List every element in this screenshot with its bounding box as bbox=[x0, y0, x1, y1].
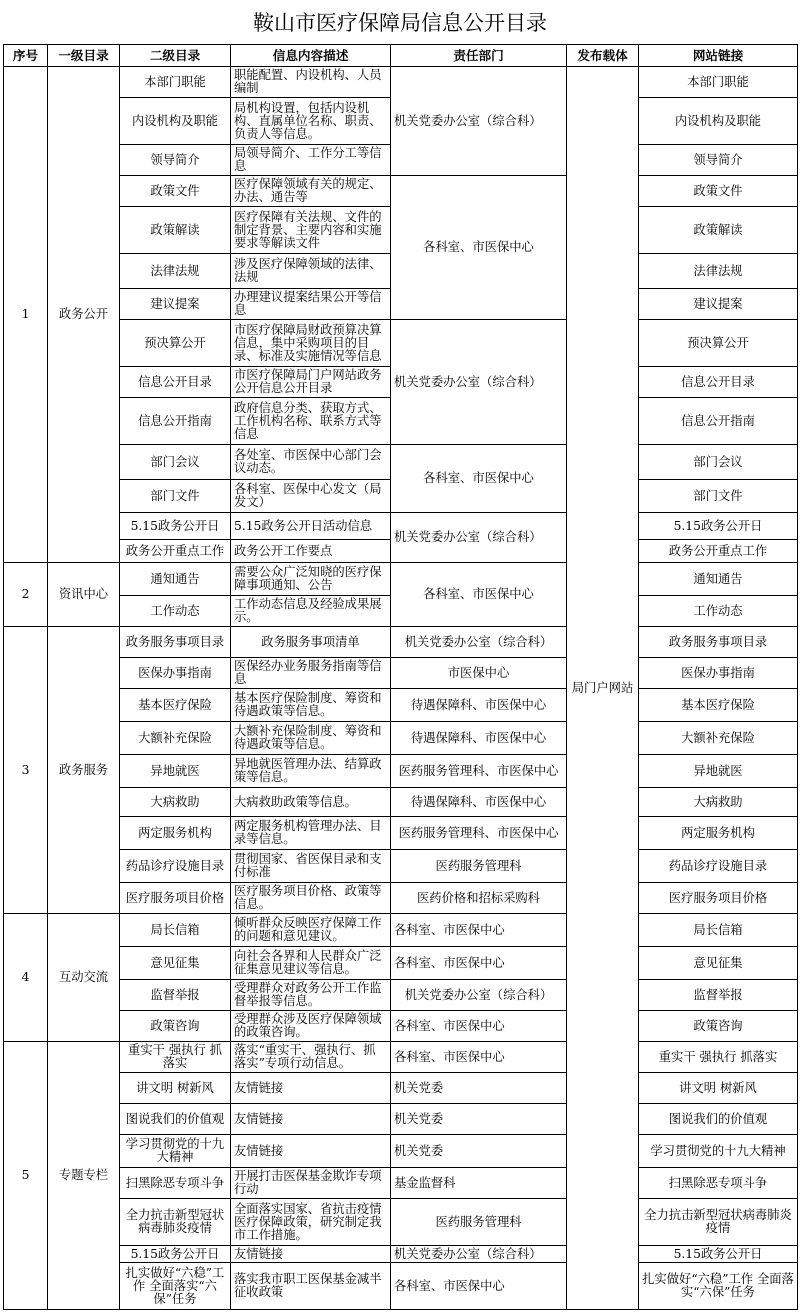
table-row bbox=[4, 722, 798, 755]
table-row bbox=[4, 1263, 798, 1310]
section-name: 政务服务 bbox=[48, 627, 120, 914]
sub-item: 全力抗击新型冠状病毒肺炎疫情 bbox=[120, 1199, 231, 1246]
link-cell[interactable]: 学习贯彻党的十九大精神 bbox=[639, 1135, 798, 1168]
dept-cell: 各科室、市医保中心 bbox=[391, 1011, 567, 1042]
dept-cell: 医药服务管理科 bbox=[391, 1199, 567, 1246]
link-cell[interactable]: 异地就医 bbox=[639, 755, 798, 788]
table-row bbox=[4, 658, 798, 689]
sub-item: 部门会议 bbox=[120, 445, 231, 480]
desc-cell: 各科室、医保中心发文（局发文） bbox=[231, 480, 391, 513]
desc-cell: 友情链接 bbox=[231, 1246, 391, 1263]
sub-item: 扫黑除恶专项斗争 bbox=[120, 1168, 231, 1199]
desc-cell: 医疗保障有关法规、文件的制定背景、主要内容和实施要求等解读文件 bbox=[231, 207, 391, 254]
catalog-table bbox=[3, 44, 798, 1310]
sub-item: 意见征集 bbox=[120, 947, 231, 980]
link-cell[interactable]: 局长信箱 bbox=[639, 914, 798, 947]
desc-cell: 大额补充保险制度、筹资和待遇政策等信息。 bbox=[231, 722, 391, 755]
table-row bbox=[4, 1011, 798, 1042]
dept-cell: 各科室、市医保中心 bbox=[391, 563, 567, 627]
sub-item: 重实干 强执行 抓落实 bbox=[120, 1042, 231, 1073]
section-name: 政务公开 bbox=[48, 67, 120, 563]
sub-item: 两定服务机构 bbox=[120, 817, 231, 850]
header-carrier: 发布载体 bbox=[567, 45, 639, 67]
link-cell[interactable]: 讲文明 树新风 bbox=[639, 1073, 798, 1104]
table-row bbox=[4, 947, 798, 980]
table-row bbox=[4, 627, 798, 658]
dept-cell: 机关党委办公室（综合科） bbox=[391, 1246, 567, 1263]
sub-item: 信息公开目录 bbox=[120, 367, 231, 398]
table-row bbox=[4, 883, 798, 914]
section-no: 2 bbox=[4, 563, 48, 627]
document-title: 鞍山市医疗保障局信息公开目录 bbox=[253, 11, 547, 35]
header-level2: 二级目录 bbox=[120, 45, 231, 67]
section-name: 互动交流 bbox=[48, 914, 120, 1042]
table-row bbox=[4, 176, 798, 207]
sub-item: 政策文件 bbox=[120, 176, 231, 207]
sub-item: 建议提案 bbox=[120, 289, 231, 320]
dept-cell: 机关党委办公室（综合科） bbox=[391, 980, 567, 1011]
dept-cell: 各科室、市医保中心 bbox=[391, 176, 567, 320]
header-row bbox=[4, 45, 798, 67]
dept-cell: 医药服务管理科 bbox=[391, 850, 567, 883]
dept-cell: 各科室、市医保中心 bbox=[391, 947, 567, 980]
link-cell[interactable]: 本部门职能 bbox=[639, 67, 798, 98]
section-no: 5 bbox=[4, 1042, 48, 1310]
section-no: 1 bbox=[4, 67, 48, 563]
sub-item: 医保办事指南 bbox=[120, 658, 231, 689]
link-cell[interactable]: 政务服务事项目录 bbox=[639, 627, 798, 658]
sub-item: 通知通告 bbox=[120, 563, 231, 596]
link-cell[interactable]: 政务公开重点工作 bbox=[639, 540, 798, 563]
sub-item: 信息公开指南 bbox=[120, 398, 231, 445]
desc-cell: 医保经办业务服务指南等信息 bbox=[231, 658, 391, 689]
link-cell[interactable]: 5.15政务公开日 bbox=[639, 513, 798, 540]
sub-item: 政务公开重点工作 bbox=[120, 540, 231, 563]
desc-cell: 工作动态信息及经验成果展示。 bbox=[231, 596, 391, 627]
link-cell[interactable]: 政策文件 bbox=[639, 176, 798, 207]
link-cell[interactable]: 内设机构及职能 bbox=[639, 98, 798, 145]
sub-item: 大额补充保险 bbox=[120, 722, 231, 755]
desc-cell: 友情链接 bbox=[231, 1104, 391, 1135]
link-cell[interactable]: 法律法规 bbox=[639, 254, 798, 289]
sub-item: 扎实做好“六稳”工作 全面落实“六保”任务 bbox=[120, 1263, 231, 1310]
header-level1: 一级目录 bbox=[48, 45, 120, 67]
desc-cell: 医疗保障领域有关的规定、办法、通告等 bbox=[231, 176, 391, 207]
sub-item: 政务服务事项目录 bbox=[120, 627, 231, 658]
table-row bbox=[4, 817, 798, 850]
section-no: 4 bbox=[4, 914, 48, 1042]
desc-cell: 基本医疗保险制度、筹资和待遇政策等信息。 bbox=[231, 689, 391, 722]
desc-cell: 5.15政务公开日活动信息 bbox=[231, 513, 391, 540]
desc-cell: 开展打击医保基金欺诈专项行动 bbox=[231, 1168, 391, 1199]
link-cell[interactable]: 5.15政务公开日 bbox=[639, 1246, 798, 1263]
table-row bbox=[4, 689, 798, 722]
table-row bbox=[4, 67, 798, 98]
table-row bbox=[4, 1135, 798, 1168]
desc-cell: 异地就医管理办法、结算政策等信息。 bbox=[231, 755, 391, 788]
dept-cell: 基金监督科 bbox=[391, 1168, 567, 1199]
sub-item: 医疗服务项目价格 bbox=[120, 883, 231, 914]
sub-item: 监督举报 bbox=[120, 980, 231, 1011]
desc-cell: 需要公众广泛知晓的医疗保障事项通知、公告 bbox=[231, 563, 391, 596]
dept-cell: 机关党委办公室（综合科） bbox=[391, 513, 567, 563]
dept-cell: 机关党委办公室（综合科） bbox=[391, 67, 567, 176]
link-cell[interactable]: 重实干 强执行 抓落实 bbox=[639, 1042, 798, 1073]
section-no: 3 bbox=[4, 627, 48, 914]
desc-cell: 职能配置、内设机构、人员编制 bbox=[231, 67, 391, 98]
desc-cell: 受理群众涉及医疗保障领域的政策咨询。 bbox=[231, 1011, 391, 1042]
sub-item: 5.15政务公开日 bbox=[120, 513, 231, 540]
table-row bbox=[4, 1168, 798, 1199]
link-cell[interactable]: 信息公开目录 bbox=[639, 367, 798, 398]
desc-cell: 受理群众对政务公开工作监督举报等信息。 bbox=[231, 980, 391, 1011]
sub-item: 预决算公开 bbox=[120, 320, 231, 367]
dept-cell: 各科室、市医保中心 bbox=[391, 1042, 567, 1073]
link-cell[interactable]: 扫黑除恶专项斗争 bbox=[639, 1168, 798, 1199]
desc-cell: 局机构设置，包括内设机构、直属单位名称、职责、负责人等信息。 bbox=[231, 98, 391, 145]
link-cell[interactable]: 监督举报 bbox=[639, 980, 798, 1011]
desc-cell: 向社会各界和人民群众广泛征集意见建议等信息。 bbox=[231, 947, 391, 980]
sub-item: 异地就医 bbox=[120, 755, 231, 788]
desc-cell: 政府信息分类、获取方式、工作机构名称、联系方式等信息 bbox=[231, 398, 391, 445]
table-row bbox=[4, 1246, 798, 1263]
link-cell[interactable]: 部门会议 bbox=[639, 445, 798, 480]
link-cell[interactable]: 全力抗击新型冠状病毒肺炎疫情 bbox=[639, 1199, 798, 1246]
link-cell[interactable]: 信息公开指南 bbox=[639, 398, 798, 445]
dept-cell: 机关党委 bbox=[391, 1073, 567, 1104]
sub-item: 工作动态 bbox=[120, 596, 231, 627]
header-link: 网站链接 bbox=[639, 45, 798, 67]
sub-item: 学习贯彻党的十九大精神 bbox=[120, 1135, 231, 1168]
table-row bbox=[4, 850, 798, 883]
table-row bbox=[4, 1073, 798, 1104]
sub-item: 本部门职能 bbox=[120, 67, 231, 98]
sub-item: 部门文件 bbox=[120, 480, 231, 513]
desc-cell: 落实我市职工医保基金减半征收政策 bbox=[231, 1263, 391, 1310]
desc-cell: 涉及医疗保障领域的法律、法规 bbox=[231, 254, 391, 289]
dept-cell: 医药服务管理科、市医保中心 bbox=[391, 755, 567, 788]
header-desc: 信息内容描述 bbox=[231, 45, 391, 67]
sub-item: 领导简介 bbox=[120, 145, 231, 176]
dept-cell: 机关党委办公室（综合科） bbox=[391, 320, 567, 445]
table-row bbox=[4, 563, 798, 596]
link-cell[interactable]: 工作动态 bbox=[639, 596, 798, 627]
desc-cell: 落实“重实干、强执行、抓落实”专项行动信息。 bbox=[231, 1042, 391, 1073]
section-name: 专题专栏 bbox=[48, 1042, 120, 1310]
link-cell[interactable]: 基本医疗保险 bbox=[639, 689, 798, 722]
dept-cell: 医药价格和招标采购科 bbox=[391, 883, 567, 914]
desc-cell: 医疗服务项目价格、政策等信息。 bbox=[231, 883, 391, 914]
table-row bbox=[4, 1042, 798, 1073]
section-name: 资讯中心 bbox=[48, 563, 120, 627]
sub-item: 讲文明 树新风 bbox=[120, 1073, 231, 1104]
desc-cell: 政务公开工作要点 bbox=[231, 540, 391, 563]
dept-cell: 待遇保障科、市医保中心 bbox=[391, 722, 567, 755]
table-row bbox=[4, 1199, 798, 1246]
dept-cell: 医药服务管理科、市医保中心 bbox=[391, 817, 567, 850]
link-cell[interactable]: 两定服务机构 bbox=[639, 817, 798, 850]
link-cell[interactable]: 领导简介 bbox=[639, 145, 798, 176]
link-cell[interactable]: 预决算公开 bbox=[639, 320, 798, 367]
dept-cell: 机关党委 bbox=[391, 1135, 567, 1168]
desc-cell: 两定服务机构管理办法、目录等信息。 bbox=[231, 817, 391, 850]
desc-cell: 局领导简介、工作分工等信息 bbox=[231, 145, 391, 176]
link-cell[interactable]: 意见征集 bbox=[639, 947, 798, 980]
dept-cell: 待遇保障科、市医保中心 bbox=[391, 689, 567, 722]
desc-cell: 贯彻国家、省医保目录和支付标准 bbox=[231, 850, 391, 883]
sub-item: 内设机构及职能 bbox=[120, 98, 231, 145]
link-cell[interactable]: 大额补充保险 bbox=[639, 722, 798, 755]
dept-cell: 机关党委 bbox=[391, 1104, 567, 1135]
table-row bbox=[4, 513, 798, 540]
link-cell[interactable]: 医保办事指南 bbox=[639, 658, 798, 689]
desc-cell: 倾听群众反映医疗保障工作的问题和意见建议。 bbox=[231, 914, 391, 947]
link-cell[interactable]: 大病救助 bbox=[639, 788, 798, 817]
sub-item: 政策咨询 bbox=[120, 1011, 231, 1042]
desc-cell: 市医疗保障局财政预算决算信息，集中采购项目的目录、标准及实施情况等信息 bbox=[231, 320, 391, 367]
header-dept: 责任部门 bbox=[391, 45, 567, 67]
desc-cell: 友情链接 bbox=[231, 1135, 391, 1168]
sub-item: 5.15政务公开日 bbox=[120, 1246, 231, 1263]
desc-cell: 政务服务事项清单 bbox=[231, 627, 391, 658]
link-cell[interactable]: 通知通告 bbox=[639, 563, 798, 596]
link-cell[interactable]: 建议提案 bbox=[639, 289, 798, 320]
link-cell[interactable]: 医疗服务项目价格 bbox=[639, 883, 798, 914]
dept-cell: 待遇保障科、市医保中心 bbox=[391, 788, 567, 817]
link-cell[interactable]: 扎实做好“六稳”工作 全面落实“六保”任务 bbox=[639, 1263, 798, 1310]
link-cell[interactable]: 图说我们的价值观 bbox=[639, 1104, 798, 1135]
link-cell[interactable]: 药品诊疗设施目录 bbox=[639, 850, 798, 883]
table-row bbox=[4, 980, 798, 1011]
sub-item: 局长信箱 bbox=[120, 914, 231, 947]
sub-item: 药品诊疗设施目录 bbox=[120, 850, 231, 883]
sub-item: 基本医疗保险 bbox=[120, 689, 231, 722]
sub-item: 图说我们的价值观 bbox=[120, 1104, 231, 1135]
table-row bbox=[4, 788, 798, 817]
sub-item: 法律法规 bbox=[120, 254, 231, 289]
table-row bbox=[4, 445, 798, 480]
link-cell[interactable]: 政策咨询 bbox=[639, 1011, 798, 1042]
desc-cell: 全面落实国家、省抗击疫情医疗保障政策，研究制定我市工作措施。 bbox=[231, 1199, 391, 1246]
desc-cell: 各处室、市医保中心部门会议动态。 bbox=[231, 445, 391, 480]
header-no: 序号 bbox=[4, 45, 48, 67]
table-row bbox=[4, 755, 798, 788]
link-cell[interactable]: 部门文件 bbox=[639, 480, 798, 513]
table-row bbox=[4, 1104, 798, 1135]
dept-cell: 市医保中心 bbox=[391, 658, 567, 689]
desc-cell: 办理建议提案结果公开等信息 bbox=[231, 289, 391, 320]
table-row bbox=[4, 914, 798, 947]
desc-cell: 市医疗保障局门户网站政务公开信息公开目录 bbox=[231, 367, 391, 398]
desc-cell: 大病救助政策等信息。 bbox=[231, 788, 391, 817]
sub-item: 大病救助 bbox=[120, 788, 231, 817]
dept-cell: 各科室、市医保中心 bbox=[391, 445, 567, 513]
table-row bbox=[4, 320, 798, 367]
desc-cell: 友情链接 bbox=[231, 1073, 391, 1104]
dept-cell: 各科室、市医保中心 bbox=[391, 914, 567, 947]
dept-cell: 机关党委办公室（综合科） bbox=[391, 627, 567, 658]
carrier-cell: 局门户网站 bbox=[567, 67, 639, 1310]
sub-item: 政策解读 bbox=[120, 207, 231, 254]
dept-cell: 各科室、市医保中心 bbox=[391, 1263, 567, 1310]
link-cell[interactable]: 政策解读 bbox=[639, 207, 798, 254]
